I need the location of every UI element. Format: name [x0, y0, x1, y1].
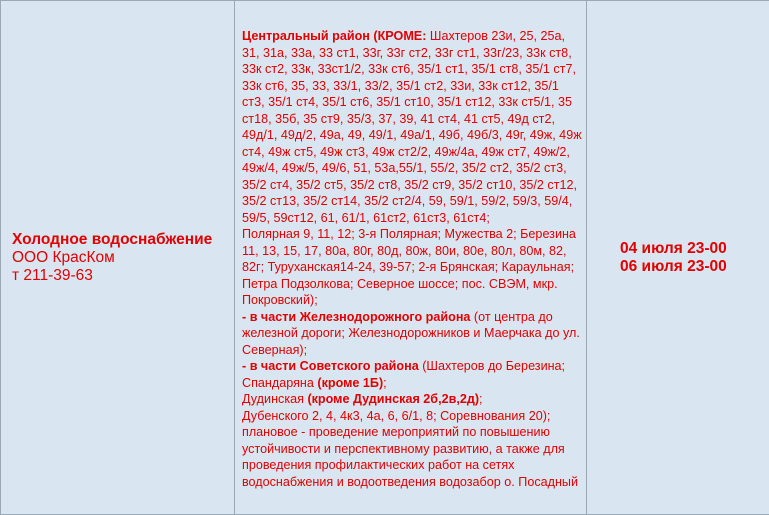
central-district-list: Шахтеров 23и, 25, 25а, 31, 31а, 33а, 33 ст1, 33г, 33г ст2, 33г ст1, 33г/23, 33к ст8, 33к ст2, 33к, 33ст1/2, 33к ст6, 35/1 ст1, 35/1 ст8, 35/1 ст7, 33к ст6, 35, 33, 33/1, 33/2, 35/1 ст2, 33и, 33к ст12, 35/1 ст3, 35/1 ст4, 35/1 ст6, 35/1 ст10, 35/1 ст12, 33к ст5/1, 35 ст18, 35б, 35 ст9, 35/3, 37, 39, 41 ст4, 41 ст5, 49д ст2, 49д/1, 49д/2, 49а, 49, 49/1, 49а/1, 49б, 49б/3, 49г, 49ж, 49ж ст4, 49ж ст5, 49ж ст3, 49ж ст2/2, 49ж/4а, 49ж ст7, 49ж/2, 49ж/4, 49ж/5, 49/6, 51, 53а,55/1, 55/2, 35/2 ст2, 35/2 ст3, 35/2 ст4, 35/2 ст5, 35/2 ст8, 35/2 ст9, 35/2 ст10, 35/2 ст12, 35/2 ст13, 35/2 ст14, 35/2 ст2/4, 59, 59/1, 59/2, 59/3, 59/4, 59/5, 59ст12, 61, 61/1, 61ст2, 61ст3, 61ст4; [242, 29, 582, 225]
sovetsky-list: (Шахтеров до Березина; Спандаряна [242, 359, 566, 390]
zheleznodorozhny-label: - в части Железнодорожного района [242, 309, 471, 324]
zheleznodorozhny-block [242, 309, 582, 359]
service-phone: т 211-39-63 [12, 266, 93, 284]
dudinskaya-except: (кроме Дудинская 2б,2в,2д) [307, 392, 480, 406]
zheleznodorozhny-list: (от центра до железной дороги; Железнодорожников и Маерчака до ул. Северная); [242, 309, 580, 357]
dubenskogo-line: Дубенского 2, 4, 4к3, 4а, 6, 6/1, 8; Соревнования 20); [242, 408, 551, 423]
outage-note: плановое - проведение мероприятий по повышению устойчивости и перспективному развитию, а также для проведения профилактических работ на сетях водоснабжения и водоотведения водозабор о. Посадный [242, 425, 579, 489]
sovetsky-sep: ; [383, 375, 387, 390]
dudinskaya-label: Дудинская [242, 392, 308, 406]
service-name: Холодное водоснабжение [12, 230, 213, 248]
time-cell [587, 1, 769, 515]
service-cell [1, 1, 235, 515]
outage-end: 06 июля 23-00 [620, 257, 727, 275]
dudinskaya-end: ; [479, 392, 483, 406]
streets-line: Полярная 9, 11, 12; 3-я Полярная; Мужества 2; Березина 11, 13, 15, 17, 80а, 80г, 80д, 80ж, 80и, 80е, 80л, 80м, 82, 82г; Туруханская14-24, 39-57; 2-я Брянская; Караульная; Петра Подзолкова; Северное шоссе; пос. СВЭМ, мкр. Покровский); [242, 227, 576, 307]
outage-start: 04 июля 23-00 [620, 239, 727, 257]
sovetsky-label: - в части Советского района [242, 359, 419, 373]
sovetsky-except: (кроме 1Б) [317, 375, 384, 390]
dudinskaya-block [242, 391, 582, 408]
sovetsky-block [242, 358, 582, 391]
service-org: ООО КрасКом [12, 248, 115, 266]
table-row [1, 1, 769, 515]
central-district-label: Центральный район (КРОМЕ: [242, 29, 427, 43]
area-cell [235, 1, 587, 515]
central-district-block [242, 28, 582, 226]
